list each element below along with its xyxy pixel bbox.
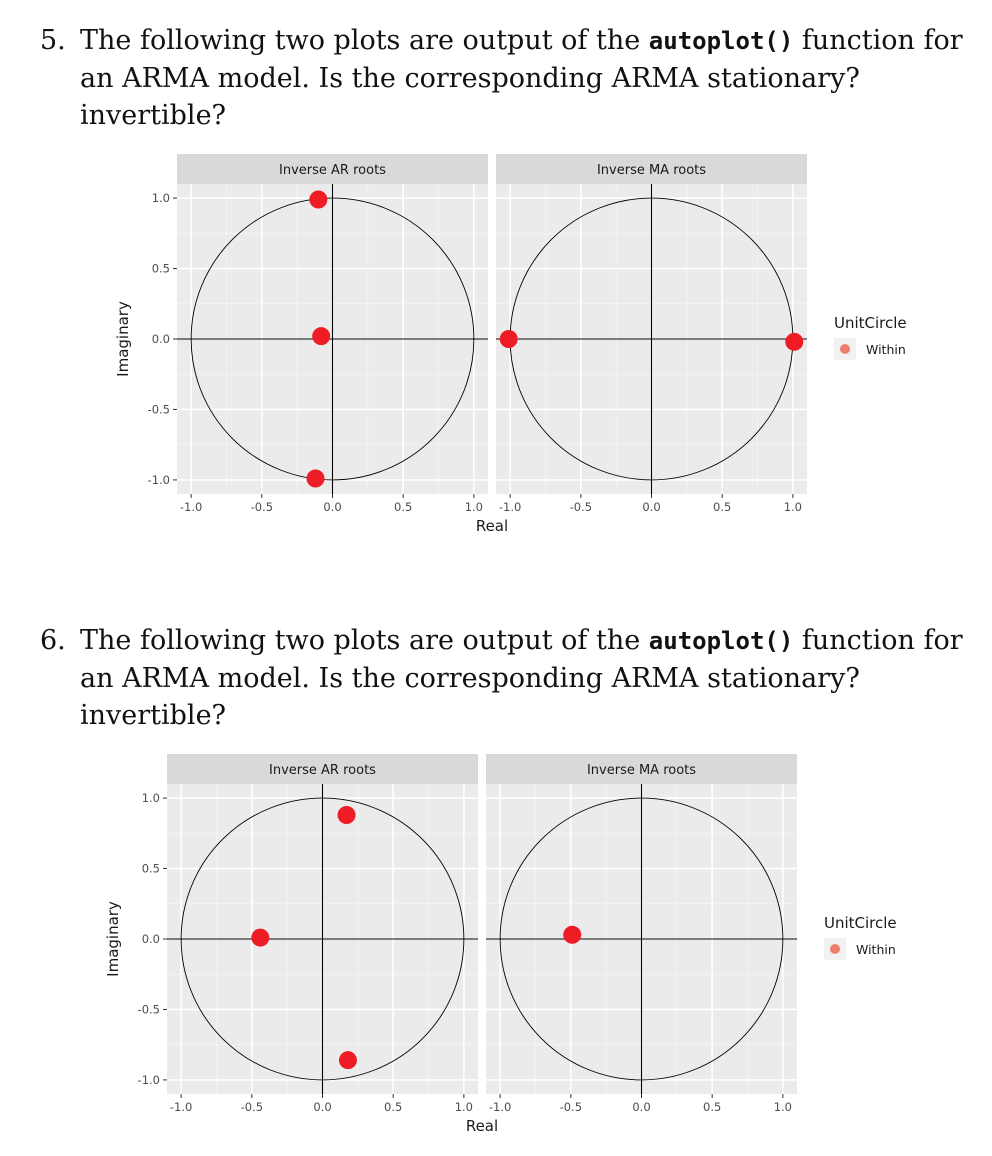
root-point	[307, 470, 325, 488]
legend-entry: Within	[856, 942, 896, 957]
x-axis-title: Real	[465, 1117, 499, 1135]
question-number: 6.	[40, 625, 66, 656]
x-tick-label: -0.5	[250, 500, 274, 514]
x-tick-label: -1.0	[169, 1100, 193, 1114]
legend	[824, 914, 897, 960]
x-tick-label: -0.5	[569, 500, 593, 514]
question-text: The following two plots are output of the	[80, 625, 649, 656]
root-point	[338, 806, 356, 824]
y-tick-label: 1.0	[151, 191, 170, 206]
panel-title: Inverse MA roots	[596, 163, 707, 178]
root-point	[500, 330, 518, 348]
panel-title: Inverse AR roots	[269, 763, 376, 778]
root-point	[785, 333, 803, 351]
panel-ma	[496, 154, 807, 514]
legend-point	[840, 344, 850, 354]
panel-title: Inverse AR roots	[279, 163, 386, 178]
panel-ma	[486, 754, 797, 1114]
y-axis-title: Imaginary	[104, 901, 122, 977]
x-tick-label: -1.0	[498, 500, 522, 514]
x-tick-label: 1.0	[454, 1100, 474, 1114]
root-point	[563, 926, 581, 944]
x-tick-label: 0.0	[313, 1100, 332, 1114]
question-5	[40, 22, 980, 134]
x-tick-label: 0.0	[642, 500, 661, 514]
question-text-end: function for an ARMA model. Is the corresponding ARMA stationary? invertible?	[80, 625, 963, 731]
root-point	[312, 327, 330, 345]
y-tick-label: -0.5	[147, 402, 170, 417]
panel-ar	[138, 754, 478, 1114]
y-axis-title: Imaginary	[114, 301, 132, 377]
x-tick-label: 1.0	[464, 500, 484, 514]
y-tick-label: -1.0	[147, 472, 170, 487]
legend-point	[830, 944, 840, 954]
question-text: The following two plots are output of the	[80, 25, 649, 56]
y-tick-label: -0.5	[137, 1002, 160, 1017]
panel-title: Inverse MA roots	[586, 763, 697, 778]
y-tick-label: 0.0	[151, 332, 170, 346]
roots-plot-question-5	[0, 148, 992, 548]
y-tick-label: -1.0	[137, 1072, 160, 1087]
x-tick-label: 0.0	[323, 500, 342, 514]
x-tick-label: 0.5	[394, 500, 413, 514]
x-tick-label: 0.5	[703, 1100, 722, 1114]
x-tick-label: 0.0	[632, 1100, 651, 1114]
legend-title: UnitCircle	[834, 314, 907, 332]
x-axis-title: Real	[475, 517, 509, 535]
question-code: autoplot()	[648, 27, 794, 55]
x-tick-label: -1.0	[179, 500, 203, 514]
x-tick-label: 1.0	[783, 500, 803, 514]
panel-ar	[148, 154, 488, 514]
x-tick-label: 0.5	[384, 1100, 403, 1114]
roots-plot-question-6	[0, 748, 992, 1148]
legend-entry: Within	[866, 342, 906, 357]
question-code: autoplot()	[648, 627, 794, 655]
x-tick-label: 1.0	[773, 1100, 793, 1114]
root-point	[251, 929, 269, 947]
x-tick-label: -1.0	[488, 1100, 512, 1114]
y-tick-label: 0.0	[141, 932, 160, 946]
y-tick-label: 1.0	[141, 791, 160, 806]
question-text-end: function for an ARMA model. Is the corresponding ARMA stationary? invertible?	[80, 25, 963, 131]
legend-title: UnitCircle	[824, 914, 897, 932]
root-point	[309, 191, 327, 209]
y-tick-label: 0.5	[151, 261, 170, 276]
x-tick-label: 0.5	[713, 500, 732, 514]
question-number: 5.	[40, 25, 66, 56]
x-tick-label: -0.5	[559, 1100, 583, 1114]
y-tick-label: 0.5	[141, 861, 160, 876]
root-point	[339, 1051, 357, 1069]
x-tick-label: -0.5	[240, 1100, 264, 1114]
question-6	[40, 622, 980, 734]
legend	[834, 314, 907, 360]
